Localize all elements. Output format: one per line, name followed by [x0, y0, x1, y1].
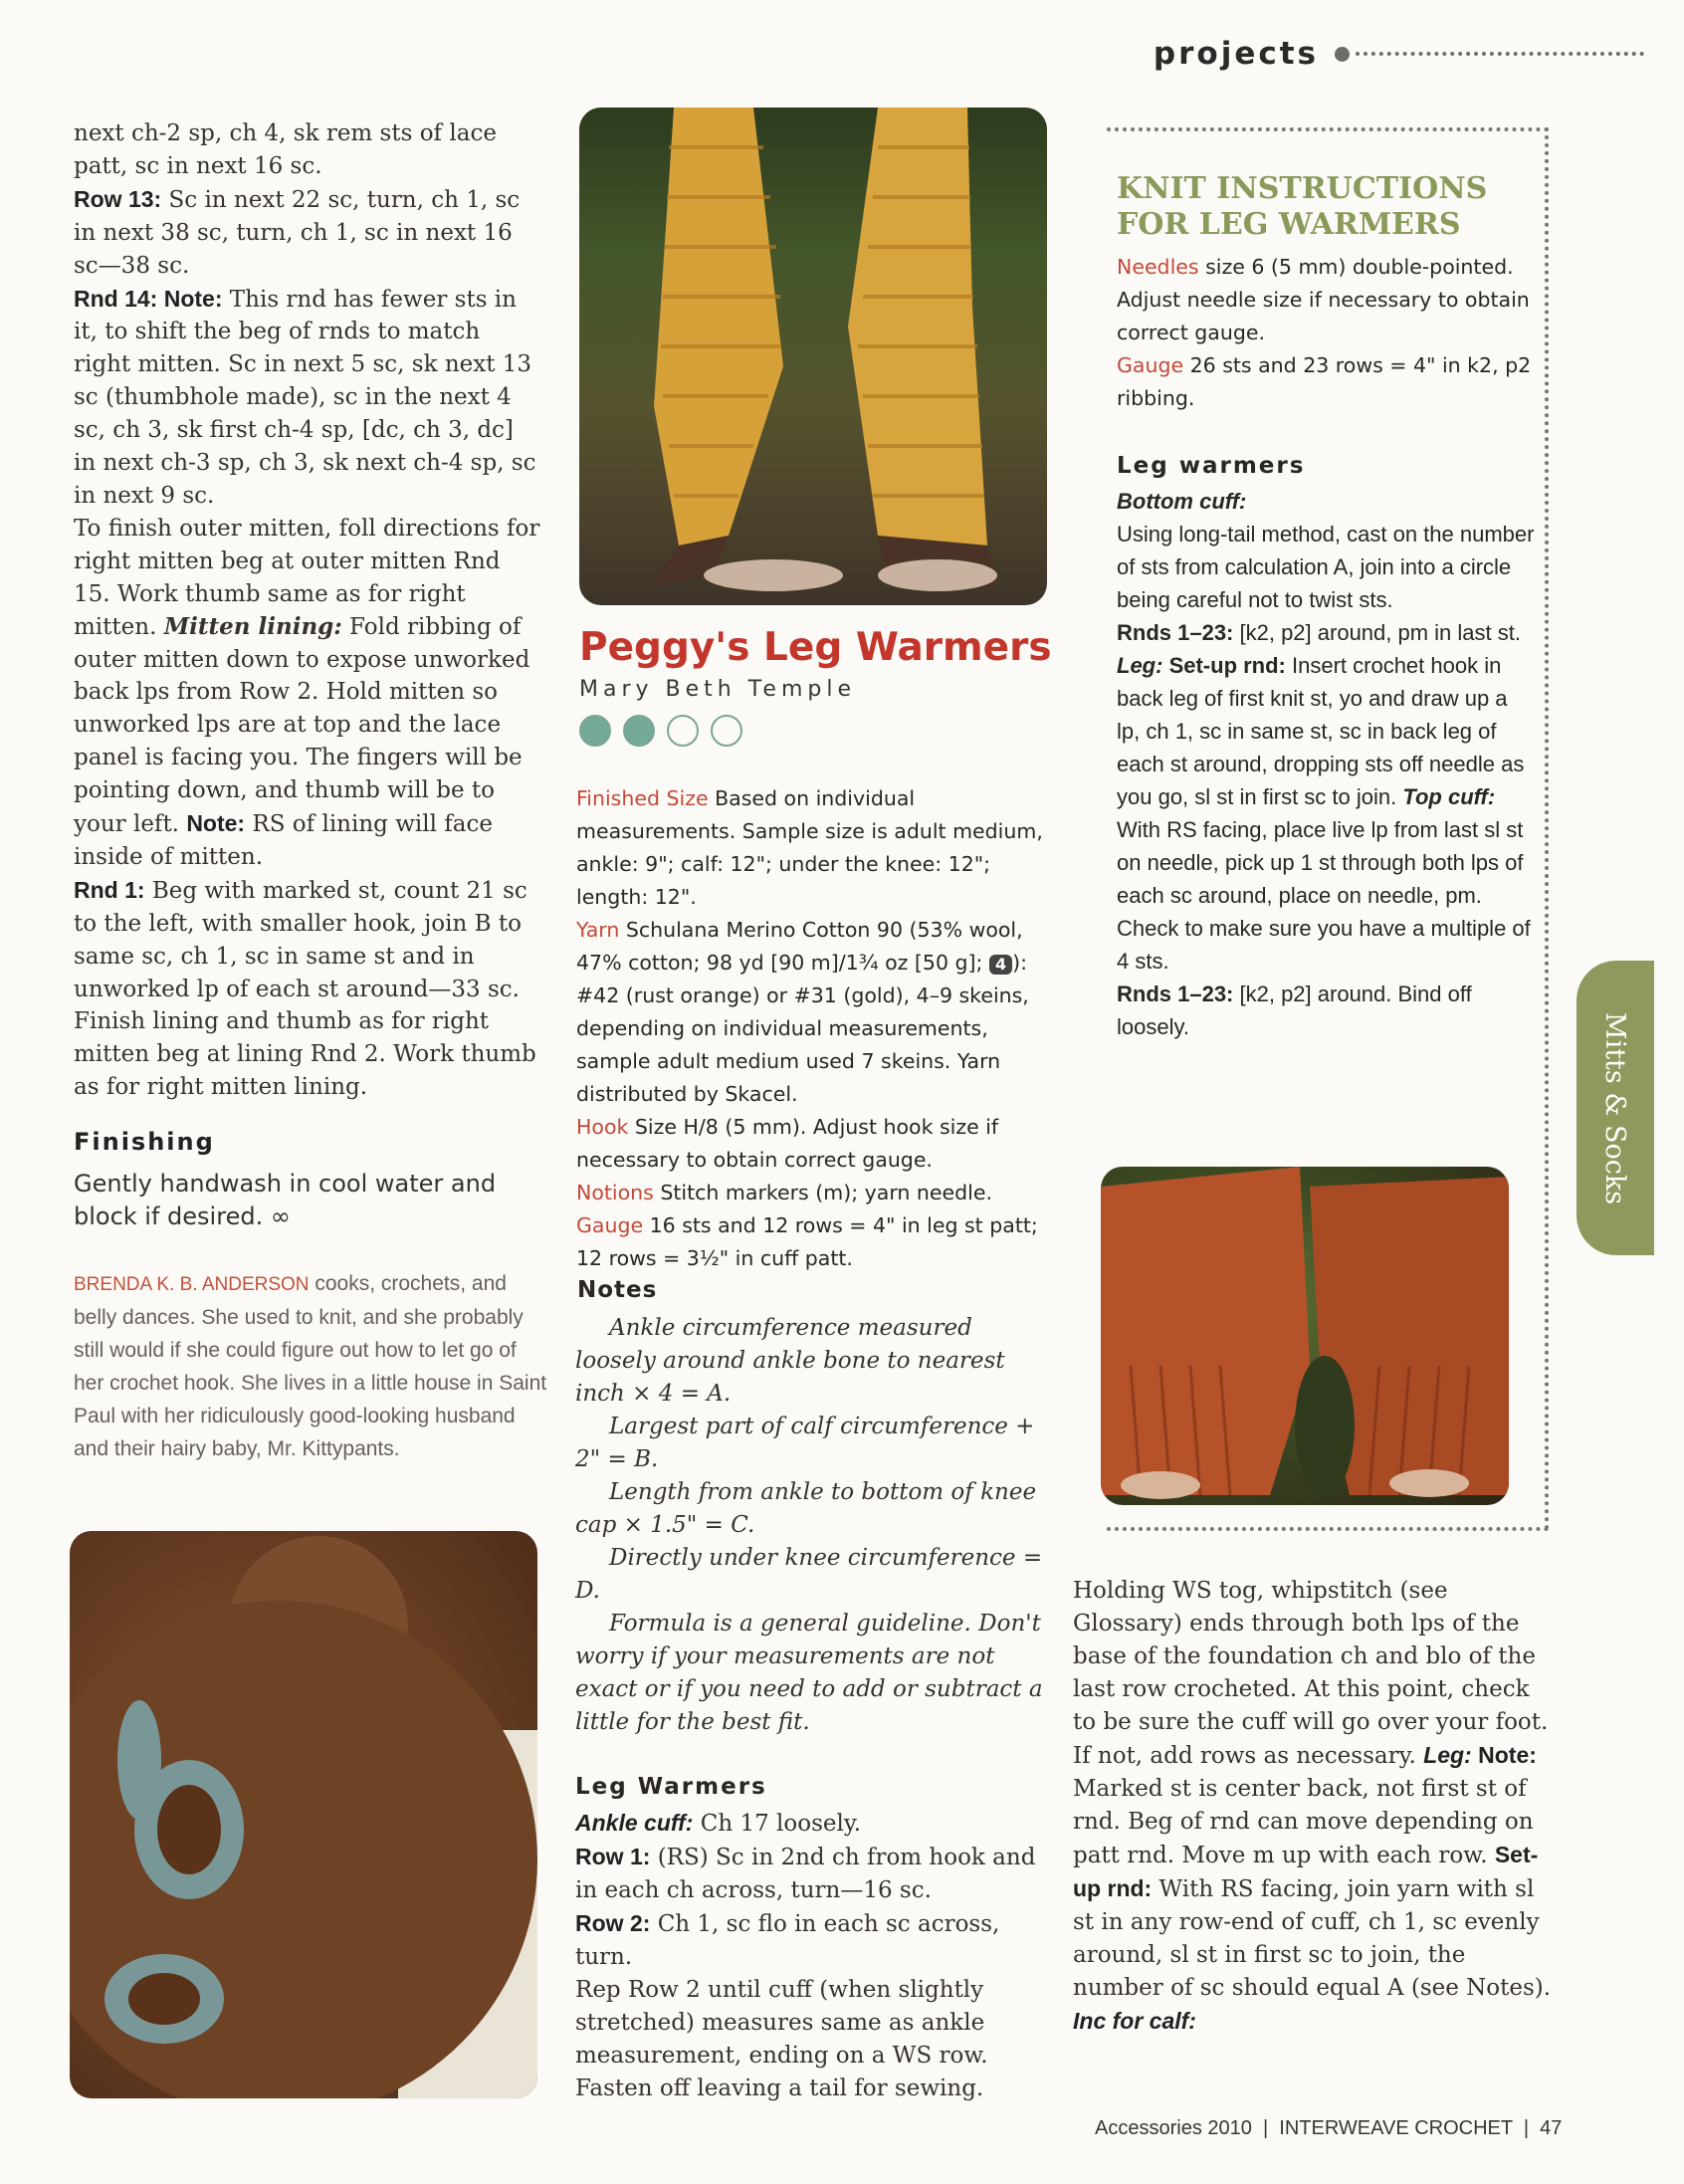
- bottom-cuff-text: Using long-tail method, cast on the number of sts from calculation A, join into a circle being careful not to twist sts.: [1117, 522, 1535, 612]
- note-item: Length from ankle to bottom of knee cap × 1.5" = C.: [575, 1479, 1037, 1538]
- spec-label: Hook: [576, 1115, 629, 1139]
- skill-dot-empty-icon: [711, 715, 742, 747]
- label: Set-up rnd:: [1073, 1842, 1539, 1901]
- spec-text: 26 sts and 23 rows = 4" in k2, p2 ribbing.: [1117, 353, 1532, 410]
- text: Sc in next 22 sc, turn, ch 1, sc in next 38 sc, turn, ch 1, sc in next 16 sc—38 sc.: [74, 186, 521, 279]
- skill-dot-empty-icon: [667, 715, 699, 747]
- text: With RS facing, place live lp from last sl st on needle, pick up 1 st through both lps of each sc around, place on needle, pm. Check to make sure you have a multiple of 4 sts.: [1117, 817, 1531, 974]
- paragraph-finish: [74, 513, 541, 874]
- category-tab: [1577, 961, 1654, 1255]
- pattern-author: Mary Beth Temple: [579, 677, 856, 702]
- spec-yarn: [576, 914, 1044, 1111]
- label: Rnd 1:: [74, 876, 145, 903]
- hat-illustration: [70, 1531, 537, 2098]
- text: Insert crochet hook in back leg of first knit st, yo and draw up a lp, ch 1, sc in same st, sc in back leg of each st around, dropping sts off needle as you go, sl st in first sc to join.: [1117, 653, 1525, 809]
- label: Ankle cuff:: [575, 1810, 694, 1836]
- text: Holding WS tog, whipstitch (see Glossary) ends through both lps of the base of the foundation ch and blo of the last row crocheted. At this point, check to be sure the cuff will go over your foot. If not, add rows as necessary.: [1073, 1578, 1549, 1769]
- leg-warmers-photo: [579, 108, 1047, 605]
- section-header: [1154, 36, 1644, 72]
- paragraph-rep: Rep Row 2 until cuff (when slightly stretched) measures same as ankle measurement, ending on a WS row. Fasten off leaving a tail for sewing.: [575, 1977, 988, 2101]
- text: Ch 17 loosely.: [693, 1811, 862, 1837]
- text: RS of lining will face inside of mitten.: [74, 811, 493, 870]
- notes-heading: Notes: [577, 1277, 658, 1303]
- paragraph-ankle: [575, 1807, 1051, 1841]
- text: Fold ribbing of outer mitten down to expose unworked back lps from Row 2. Hold mitten so unworked lps are at top and the lace panel is facing you. The fingers will be pointing down, and thumb will be to your left.: [74, 613, 530, 838]
- text: [k2, p2] around. Bind off loosely.: [1117, 982, 1472, 1039]
- pattern-specs: [576, 782, 1044, 1275]
- label: Row 2:: [575, 1910, 651, 1936]
- category-tab-label: Mitts & Socks: [1599, 1011, 1631, 1204]
- spec-hook: [576, 1111, 1044, 1177]
- label: Leg:: [1423, 1742, 1472, 1768]
- dotted-rule: [1356, 52, 1644, 56]
- spec-label: Needles: [1117, 255, 1199, 279]
- text: Ch 1, sc flo in each sc across, turn.: [575, 1911, 1000, 1970]
- text: Beg with marked st, count 21 sc to the left, with smaller hook, join B to same sc, ch 1, sc in same st and in unworked lp of each st around—33 sc. Finish lining and thumb as for right mitten beg at lining Rnd 2. Work thumb as for right mitten lining.: [74, 877, 536, 1101]
- spec-label: Finished Size: [576, 786, 709, 810]
- notes-list: [575, 1312, 1051, 1739]
- label: Top cuff:: [1402, 784, 1496, 809]
- finishing-heading: Finishing: [74, 1128, 215, 1156]
- knit-leg-warmers-heading: Leg warmers: [1117, 453, 1306, 479]
- inc-for-calf-label: Inc for calf:: [1073, 2008, 1196, 2034]
- mitten-continued-text: [74, 117, 541, 1104]
- spec-text: size 6 (5 mm) double-pointed. Adjust needle size if necessary to obtain correct gauge.: [1117, 255, 1530, 344]
- leg-warmers-instructions: [575, 1807, 1051, 2105]
- knit-leg-warmers-text: [1117, 485, 1535, 1043]
- label: Set-up rnd:: [1162, 653, 1286, 678]
- paragraph-rnds2: [1117, 978, 1535, 1043]
- text: With RS facing, join yarn with sl st in any row-end of cuff, ch 1, sc evenly around, sl st in first sc to join, the number of sc should equal A (see Notes).: [1073, 1876, 1552, 2001]
- finishing-text: Gently handwash in cool water and block if desired. ∞: [74, 1170, 497, 1230]
- paragraph-row1: [575, 1841, 1051, 1907]
- text: (RS) Sc in 2nd ch from hook and in each ch across, turn—16 sc.: [575, 1845, 1036, 1903]
- text: Marked st is center back, not first st of rnd. Beg of rnd can move depending on patt rnd. Move m up with each row.: [1073, 1776, 1534, 1868]
- bottom-cuff-label: Bottom cuff:: [1117, 489, 1247, 514]
- bio-name: BRENDA K. B. ANDERSON: [74, 1274, 310, 1295]
- spec-text: 16 sts and 12 rows = 4" in leg st patt; 12 rows = 3½" in cuff patt.: [576, 1213, 1038, 1270]
- label: Leg:: [1117, 653, 1163, 678]
- crochet-hat-photo: [70, 1531, 537, 2098]
- yarn-weight-icon: 4: [989, 955, 1012, 975]
- text: [k2, p2] around, pm in last st.: [1233, 620, 1521, 645]
- label: Mitten lining:: [163, 612, 342, 640]
- note-item: Directly under knee circumference = D.: [575, 1545, 1043, 1604]
- paragraph-row2: [575, 1907, 1051, 1974]
- skill-dot-filled-icon: [623, 715, 655, 747]
- bio-text: cooks, crochets, and belly dances. She used to knit, and she probably still would if she could figure out how to let go of her crochet hook. She lives in a little house in Saint Paul with her ridiculously good-looking husband and their hairy baby, Mr. Kittypants.: [74, 1272, 547, 1460]
- label: Row 1:: [575, 1844, 651, 1869]
- leg-warmers-heading: Leg Warmers: [575, 1774, 767, 1800]
- spec-gauge: [576, 1209, 1044, 1275]
- knit-specs: [1117, 251, 1535, 415]
- spec-text: ): #42 (rust orange) or #31 (gold), 4–9 skeins, depending on individual measurements, sample adult medium used 7 skeins. Yarn distributed by Skacel.: [576, 951, 1029, 1106]
- paragraph-leg: [1117, 649, 1535, 978]
- paragraph-rnds: [1117, 616, 1535, 649]
- label: Rnds 1–23:: [1117, 620, 1234, 645]
- label: Row 13:: [74, 185, 162, 212]
- leg-warmers-illustration: [579, 108, 1047, 605]
- designer-bio: [74, 1267, 551, 1465]
- page-footer: Accessories 2010 | INTERWEAVE CROCHET | 47: [1095, 2117, 1563, 2139]
- bullet-dot-icon: [1335, 47, 1350, 62]
- spec-text: Stitch markers (m); yarn needle.: [653, 1181, 992, 1204]
- spec-label: Yarn: [576, 918, 620, 942]
- leg-warmers-continued: [1073, 1575, 1553, 2038]
- spec-needles: [1117, 251, 1535, 349]
- paragraph-row13: [74, 183, 541, 283]
- label: Note:: [186, 810, 246, 837]
- paragraph-rnd14: [74, 283, 541, 513]
- spec-gauge: [1117, 349, 1535, 415]
- note-item: Largest part of calf circumference + 2" = B.: [575, 1414, 1035, 1472]
- label: Rnds 1–23:: [1117, 982, 1234, 1006]
- spec-label: Gauge: [576, 1213, 644, 1237]
- spec-notions: [576, 1177, 1044, 1209]
- spec-text: Size H/8 (5 mm). Adjust hook size if necessary to obtain correct gauge.: [576, 1115, 999, 1172]
- skill-dot-filled-icon: [579, 715, 611, 747]
- paragraph-rnd1: [74, 874, 541, 1104]
- text: To finish outer mitten, foll directions for right mitten beg at outer mitten Rnd 15. Work thumb same as for right mitten.: [74, 515, 540, 640]
- text: This rnd has fewer sts in it, to shift the beg of rnds to match right mitten. Sc in next 5 sc, sk next 13 sc (thumbhole made), sc in the next 4 sc, ch 3, sk first ch-4 sp, [dc, ch 3, dc] in next ch-3 sp, ch 3, sk next ch-4 sp, sc in next 9 sc.: [74, 286, 536, 509]
- skill-level-indicator: [579, 715, 742, 747]
- spec-text: Based on individual measurements. Sample size is adult medium, ankle: 9"; calf: 12"; under the knee: 12"; length: 12".: [576, 786, 1043, 909]
- label: Rnd 14: Note:: [74, 285, 223, 312]
- note-item: Formula is a general guideline. Don't worry if your measurements are not exact or if you need to add or subtract a little for the best fit.: [575, 1611, 1043, 1735]
- section-label: projects: [1153, 36, 1319, 72]
- label: Note:: [1471, 1742, 1537, 1768]
- spec-label: Gauge: [1117, 353, 1184, 377]
- pattern-title: Peggy's Leg Warmers: [579, 625, 1052, 670]
- spec-finished-size: [576, 782, 1044, 914]
- note-item: Ankle circumference measured loosely around ankle bone to nearest inch × 4 = A.: [575, 1315, 1005, 1407]
- text-line: next ch-2 sp, ch 4, sk rem sts of lace patt, sc in next 16 sc.: [74, 120, 497, 179]
- spec-text: Schulana Merino Cotton 90 (53% wool, 47% cotton; 98 yd [90 m]/1¾ oz [50 g];: [576, 918, 1023, 975]
- spec-label: Notions: [576, 1181, 654, 1204]
- knit-title: KNIT INSTRUCTIONS FOR LEG WARMERS: [1117, 171, 1488, 242]
